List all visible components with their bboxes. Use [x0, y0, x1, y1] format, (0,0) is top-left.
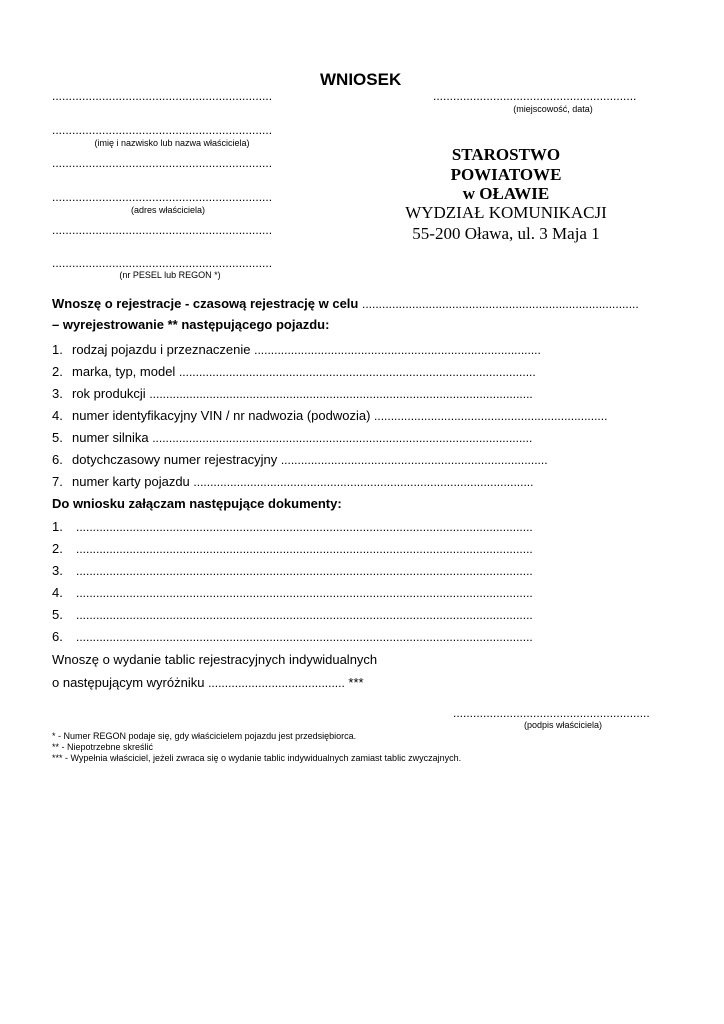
- vehicle-item: [52, 474, 533, 489]
- item-label: numer identyfikacyjny VIN / nr nadwozia (podwozia): [72, 408, 371, 423]
- document-field[interactable]: .........................................................................................................................................: [76, 520, 533, 534]
- document-item: [52, 519, 533, 534]
- plates-line-1: Wnoszę o wydanie tablic rejestracyjnych indywidualnych: [52, 652, 378, 667]
- document-field[interactable]: .........................................................................................................................................: [76, 608, 533, 622]
- owner-field-5[interactable]: ..................................................................: [52, 223, 273, 237]
- item-number: 3.: [52, 563, 63, 578]
- owner-name-caption: (imię i nazwisko lub nazwa właściciela): [94, 138, 250, 148]
- signature-field[interactable]: ...........................................................: [453, 706, 650, 720]
- item-number: 6.: [52, 629, 63, 644]
- owner-address-field[interactable]: ..................................................................: [52, 190, 273, 204]
- page-title: WNIOSEK: [320, 70, 402, 89]
- item-label: marka, typ, model: [72, 364, 176, 379]
- item-field[interactable]: ...........................................................................................................: [178, 365, 536, 379]
- owner-field-3[interactable]: ..................................................................: [52, 156, 273, 170]
- item-field[interactable]: ...................................................................................................................: [149, 387, 533, 401]
- document-field[interactable]: .........................................................................................................................................: [76, 564, 533, 578]
- item-label: numer karty pojazdu: [72, 474, 190, 489]
- item-number: 3.: [52, 386, 63, 401]
- office-name-line-1: STAROSTWO: [451, 145, 561, 164]
- footnote-3: *** - Wypełnia właściciel, jeżeli zwraca się o wydanie tablic indywidualnych zamiast tablic zwyczajnych.: [52, 753, 462, 763]
- plates-marker-field[interactable]: .........................................: [208, 676, 345, 690]
- document-item: [52, 607, 533, 622]
- vehicle-item: [52, 452, 548, 467]
- item-number: 2.: [52, 364, 63, 379]
- vehicle-item: [52, 386, 533, 401]
- item-number: 4.: [52, 585, 63, 600]
- vehicle-item: [52, 342, 541, 357]
- item-field[interactable]: ................................................................................: [280, 453, 548, 467]
- item-label: rok produkcji: [72, 386, 146, 401]
- document-item: [52, 563, 533, 578]
- documents-heading: Do wniosku załączam następujące dokumenty:: [52, 496, 342, 511]
- document-field[interactable]: .........................................................................................................................................: [76, 586, 533, 600]
- document-item: [52, 541, 533, 556]
- footnote-1: * - Numer REGON podaje się, gdy właścicielem pojazdu jest przedsiębiorca.: [52, 731, 357, 741]
- office-name-line-2: POWIATOWE: [450, 165, 562, 184]
- plates-footnote-mark: ***: [348, 675, 364, 690]
- item-number: 1.: [52, 519, 63, 534]
- vehicle-item: [52, 430, 532, 445]
- owner-pesel-field[interactable]: ..................................................................: [52, 256, 273, 270]
- item-number: 2.: [52, 541, 63, 556]
- footnote-2: ** - Niepotrzebne skreślić: [52, 742, 154, 752]
- request-purpose-field[interactable]: ...................................................................................: [362, 297, 639, 311]
- item-number: 6.: [52, 452, 63, 467]
- document-item: [52, 585, 533, 600]
- vehicle-item: [52, 408, 607, 423]
- document-item: [52, 629, 533, 644]
- item-number: 4.: [52, 408, 63, 423]
- item-number: 5.: [52, 430, 63, 445]
- vehicle-item: [52, 364, 536, 379]
- signature-caption: (podpis właściciela): [523, 720, 603, 730]
- request-line-1: [52, 296, 639, 311]
- office-name-line-3: w OŁAWIE: [462, 184, 550, 203]
- document-field[interactable]: .........................................................................................................................................: [76, 630, 533, 644]
- request-text-1: Wnoszę o rejestracje - czasową rejestrację w celu: [52, 296, 359, 311]
- owner-name-field[interactable]: ..................................................................: [52, 123, 273, 137]
- item-number: 5.: [52, 607, 63, 622]
- item-field[interactable]: ......................................................................: [374, 409, 608, 423]
- plates-label: o następującym wyróżniku: [52, 675, 205, 690]
- item-label: rodzaj pojazdu i przeznaczenie: [72, 342, 251, 357]
- office-department: WYDZIAŁ KOMUNIKACJI: [405, 203, 607, 222]
- plates-line-2: [52, 675, 364, 690]
- place-date-field[interactable]: .............................................................: [433, 89, 637, 103]
- office-address: 55-200 Oława, ul. 3 Maja 1: [412, 224, 600, 243]
- item-field[interactable]: ......................................................................................................: [193, 475, 534, 489]
- item-number: 7.: [52, 474, 63, 489]
- item-label: dotychczasowy numer rejestracyjny: [72, 452, 278, 467]
- item-number: 1.: [52, 342, 63, 357]
- item-field[interactable]: ......................................................................................: [254, 343, 541, 357]
- document-field[interactable]: .........................................................................................................................................: [76, 542, 533, 556]
- owner-pesel-caption: (nr PESEL lub REGON *): [119, 270, 221, 280]
- owner-address-caption: (adres właściciela): [130, 205, 206, 215]
- owner-field-1[interactable]: ..................................................................: [52, 89, 273, 103]
- item-label: numer silnika: [72, 430, 149, 445]
- request-text-2: – wyrejestrowanie ** następującego pojazdu:: [52, 317, 330, 332]
- item-field[interactable]: ..................................................................................................................: [152, 431, 533, 445]
- place-date-caption: (miejscowość, data): [513, 104, 593, 114]
